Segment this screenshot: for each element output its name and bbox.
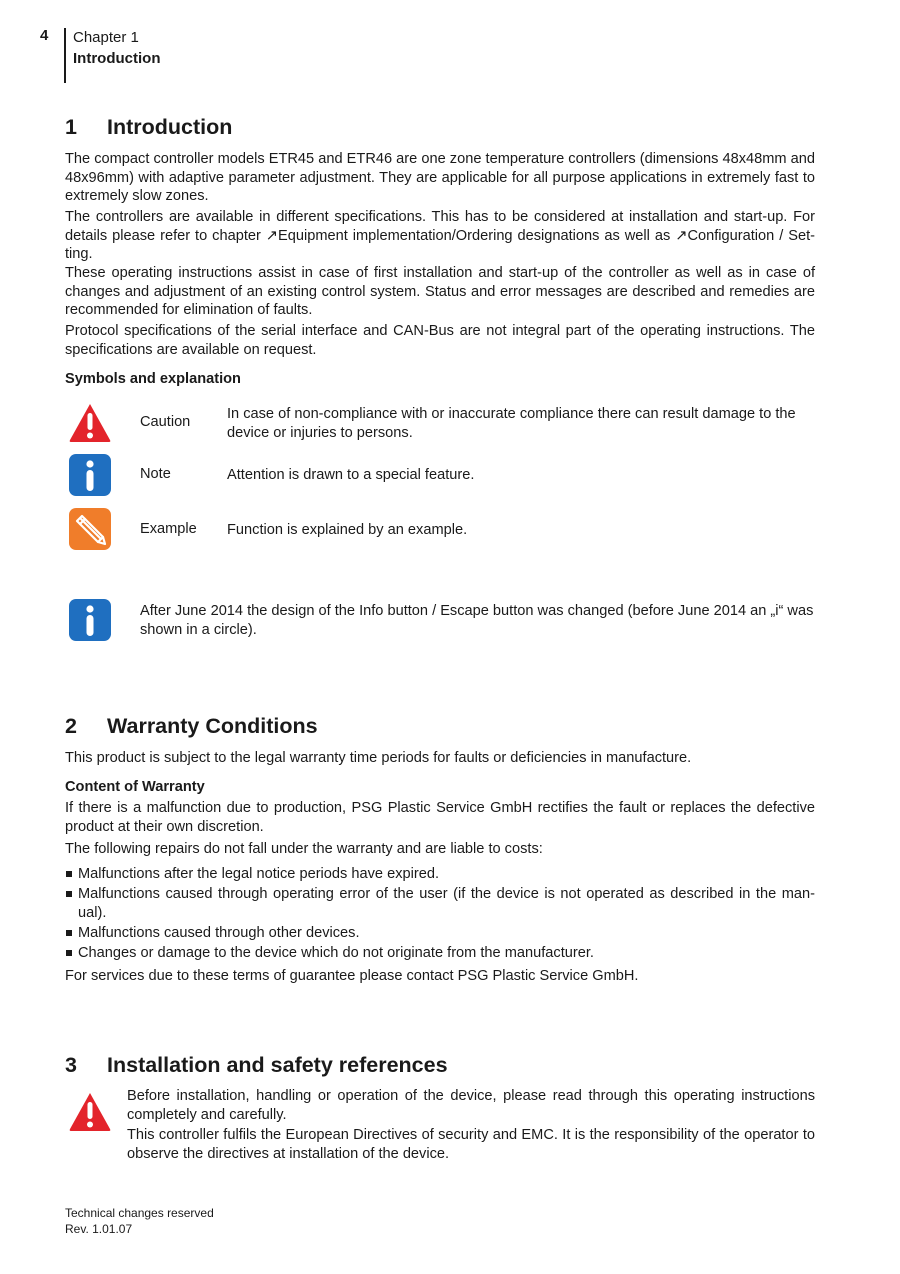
warranty-repairs-text: The following repairs do not fall under the warranty and are liable to costs: — [65, 841, 543, 857]
symbol-label-caution: Caution — [140, 414, 191, 430]
intro-paragraph-4: Protocol specifications of the serial interface and CAN-Bus are not integral part of the operating instructions. The specifications are available on request. — [65, 323, 815, 358]
chapter-title: Introduction — [73, 50, 161, 67]
footer-revision: Rev. 1.01.07 — [65, 1222, 133, 1236]
symbol-label-note: Note — [140, 466, 171, 482]
content-of-warranty-heading: Content of Warranty — [65, 779, 205, 795]
symbol-label-example: Example — [140, 521, 197, 537]
info-icon — [68, 453, 112, 497]
caution-icon — [68, 1090, 112, 1134]
section-heading-installation — [65, 1053, 448, 1078]
chapter-header — [73, 27, 160, 69]
warranty-exclusions-list — [65, 865, 815, 964]
intro-paragraph-3: These operating instructions assist in case of first installation and start-up of the controller as well as in case of changes and adjustment of an existing control system. Status and error messages are described and remedies are recommended for elimination of faults. — [65, 265, 815, 318]
installation-paragraph-1: Before installation, handling or operation of the device, please read through this operating instructions completely and carefully. — [127, 1088, 815, 1123]
section-number: 2 — [65, 714, 77, 738]
symbols-heading: Symbols and explanation — [65, 371, 241, 387]
warranty-content-text: If there is a malfunction due to production, PSG Plastic Service GmbH rectifies the fault or replaces the defective product at their own discretion. — [65, 800, 815, 835]
intro-paragraph-1: The compact controller models ETR45 and ETR46 are one zone temperature controllers (dimensions 48x48mm and 48x96mm) with adaptive parameter adjustment. They are applicable for all purpose applications in extremely fast to extremely slow zones. — [65, 151, 815, 204]
page-number: 4 — [40, 27, 49, 44]
caution-icon — [68, 401, 112, 445]
warranty-services-text: For services due to these terms of guarantee please contact PSG Plastic Service GmbH. — [65, 968, 639, 984]
section-title: Warranty Conditions — [107, 714, 318, 738]
info-note-text: After June 2014 the design of the Info button / Escape button was changed (before June 2014 an „i“ was shown in a circle). — [140, 603, 814, 638]
list-item: Changes or damage to the device which do not originate from the manufacturer. — [65, 944, 815, 963]
symbol-text-caution: In case of non-compliance with or inaccurate compliance there can result damage to the device or injuries to persons. — [227, 406, 796, 441]
intro-paragraph-2: The controllers are available in different specifications. This has to be considered at installation and start-up. For details please refer to chapter ↗Equipment implementation/Ordering designations as well as ↗Configuration / Set- ting. — [65, 209, 815, 262]
symbol-text-example: Function is explained by an example. — [227, 522, 468, 538]
list-item: Malfunctions caused through operating error of the user (if the device is not operated as described in the man- ual). — [65, 885, 815, 922]
example-pencil-icon — [68, 507, 112, 551]
section-heading-warranty — [65, 714, 318, 739]
list-item: Malfunctions after the legal notice periods have expired. — [65, 865, 815, 884]
installation-paragraph-2: This controller fulfils the European Directives of security and EMC. It is the responsibility of the operator to observe the directives at installation of the device. — [127, 1127, 815, 1162]
section-title: Introduction — [107, 115, 233, 139]
chapter-label: Chapter 1 — [73, 29, 139, 46]
symbol-text-note: Attention is drawn to a special feature. — [227, 467, 475, 483]
section-number: 3 — [65, 1053, 77, 1077]
footer — [65, 1205, 214, 1237]
section-title: Installation and safety references — [107, 1053, 448, 1077]
warranty-intro: This product is subject to the legal warranty time periods for faults or deficiencies in manufacture. — [65, 750, 692, 766]
list-item: Malfunctions caused through other devices. — [65, 924, 815, 943]
info-icon — [68, 598, 112, 642]
section-number: 1 — [65, 115, 77, 139]
footer-notice: Technical changes reserved — [65, 1206, 214, 1220]
section-heading-introduction — [65, 115, 232, 140]
header-divider — [64, 28, 66, 83]
